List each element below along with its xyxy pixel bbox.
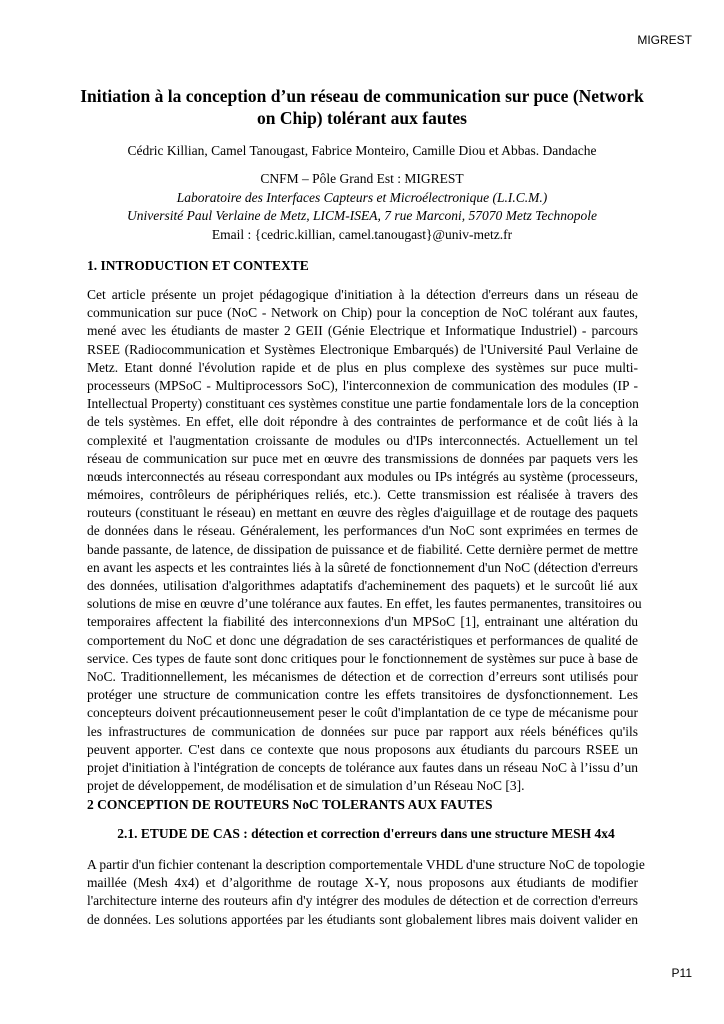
text-line: bande passante, de latence, de dissipation de puissance et de fiabilité. Cette dernière permet de mettre — [87, 541, 638, 557]
text-line: les infrastructures de communication de données sur puce par rapport aux réels bénéfices qu'ils — [87, 723, 638, 739]
running-header: MIGREST — [637, 33, 692, 47]
affiliation-block — [80, 170, 644, 244]
text-line: projet d'initiation à l'intégration de concepts de tolérance aux fautes dans un réseau NoC à l’issu d’un — [87, 759, 638, 775]
text-line: Intellectual Property) constituant ces systèmes constitue une partie fondamentale lors de la conception — [87, 396, 639, 412]
text-line: de données dans le réseau. Généralement, les performances d'un NoC sont exprimées en termes de — [87, 523, 638, 539]
text-line: processeurs (MPSoC - Multiprocessors SoC), l'interconnexion de communication des modules (IP - — [87, 377, 638, 393]
section-1-body — [87, 286, 642, 795]
text-line: A partir d'un fichier contenant la description comportementale VHDL d'une structure NoC de topologie — [87, 857, 645, 872]
text-line: mené avec les étudiants de master 2 GEII (Génie Electrique et Informatique Industriel) - parcours — [87, 323, 638, 339]
text-line: solutions de mise en œuvre d’une tolérance aux fautes. En effet, les fautes permanentes, transitoires ou — [87, 596, 642, 612]
text-line: maillée (Mesh 4x4) et d’algorithme de routage X-Y, nous proposons aux étudiants de modifier — [87, 875, 638, 891]
text-line: NoC. Traditionnellement, les mécanismes de détection et de correction d’erreurs sont utilisés pour — [87, 668, 638, 684]
text-line: Cet article présente un projet pédagogique d'initiation à la détection d'erreurs dans un réseau de — [87, 287, 638, 302]
affiliation-email: Email : {cedric.killian, camel.tanougast}@univ-metz.fr — [211, 226, 513, 242]
text-line: projet de développement, de modélisation et de simulation d’un Réseau NoC [3]. — [87, 778, 525, 794]
text-line: complexité et l'augmentation croissante de modules ou d'IPs interconnectés. Actuellement un tel — [87, 432, 638, 448]
text-line: peuvent apporter. C'est dans ce contexte que nous proposons aux étudiants du parcours RSEE un — [87, 741, 638, 757]
text-line: communication sur puce (NoC - Network on Chip) pour la conception de NoC tolérant aux fautes, — [87, 305, 638, 321]
text-line: Metz. Etant donné l'évolution rapide et de plus en plus complexe des systèmes sur puce multi- — [87, 359, 638, 375]
text-line: routeurs (constituant le réseau) en mettant en œuvre des règles d'aiguillage et de routage des paquets — [87, 505, 638, 521]
text-line: service. Ces types de faute sont donc critiques pour le fonctionnement de systèmes sur puce à base de — [87, 650, 638, 666]
text-line: des données, utilisation d'algorithmes adaptatifs d'acheminement des paquets) et le surcoût lié aux — [87, 578, 638, 593]
section-2-body — [87, 856, 645, 929]
section-2-heading: 2 CONCEPTION DE ROUTEURS NoC TOLERANTS AUX FAUTES — [87, 797, 493, 812]
text-line: réseau de communication sur puce met en œuvre des transmissions de données par paquets vers les — [87, 450, 638, 466]
text-line: concepteurs doivent précautionneusement peser le coût d'implantation de ce type de mécanisme pour — [87, 705, 638, 721]
text-line: comportement du NoC et donc une dégradation de ses caractéristiques et performances de qualité de — [87, 632, 638, 648]
text-line: nœuds interconnectés au réseau correspondant aux modules ou IPs intégrés au système (processeurs, — [87, 468, 638, 484]
text-line: temporaires affectent la fiabilité des interconnexions d'un MPSoC [1], entrainant une altération du — [87, 614, 638, 630]
author-list: Cédric Killian, Camel Tanougast, Fabrice Monteiro, Camille Diou et Abbas. Dandache — [127, 143, 597, 158]
text-line: protéger une structure de communication contre les effets transitoires de dysfonctionnement. Les — [87, 687, 638, 703]
text-line: de données. Les solutions apportées par les étudiants sont globalement libres mais doivent valider en — [87, 911, 638, 927]
subsection-2-1-heading: 2.1. ETUDE DE CAS : détection et correction d'erreurs dans une structure MESH 4x4 — [117, 826, 615, 841]
text-line: l'architecture interne des routeurs afin d'y intégrer des modules de détection et de correction d'erreurs — [87, 893, 638, 909]
text-line: RSEE (Radiocommunication et Systèmes Electronique Embarqués) de l'Université Paul Verlaine de — [87, 341, 638, 357]
text-line: en avant les aspects et les contraintes liés à la sûreté de fonctionnement d'un NoC (détection d'erreurs — [87, 559, 638, 575]
affiliation-org: CNFM – Pôle Grand Est : MIGREST — [260, 171, 464, 186]
text-line: mémoires, contrôleurs de périphériques reliés, etc.). Cette transmission est réalisée à travers des — [87, 487, 638, 503]
affiliation-address: Université Paul Verlaine de Metz, LICM-ISEA, 7 rue Marconi, 57070 Metz Technopole — [127, 208, 597, 223]
affiliation-lab: Laboratoire des Interfaces Capteurs et Microélectronique (L.I.C.M.) — [176, 189, 548, 205]
section-1-heading: 1. INTRODUCTION ET CONTEXTE — [87, 258, 309, 273]
page-number: P11 — [671, 966, 692, 980]
paper-title: Initiation à la conception d’un réseau de communication sur puce (Network on Chip) tolérant aux fautes — [80, 86, 644, 128]
text-line: de tels systèmes. En effet, elle doit répondre à des contraintes de performance et de coût liés à la — [87, 414, 638, 430]
